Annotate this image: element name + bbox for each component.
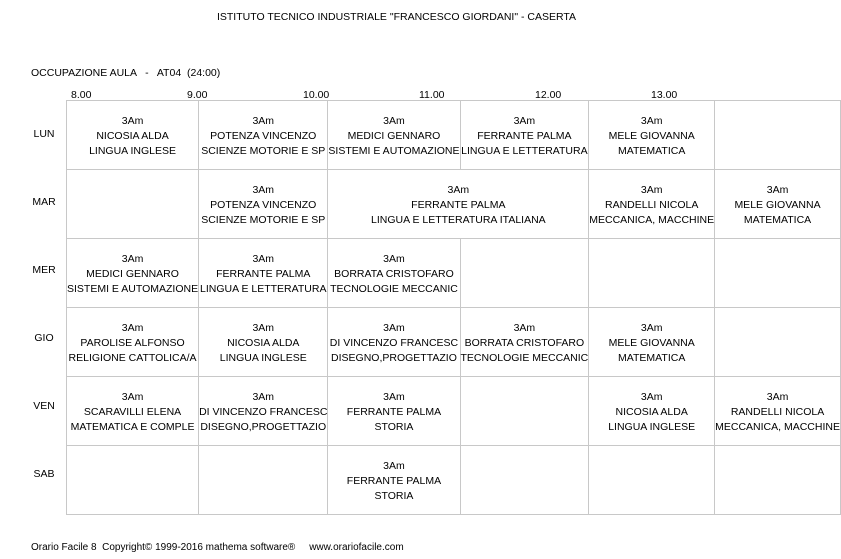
teacher-name: FERRANTE PALMA xyxy=(216,268,311,280)
lesson-cell xyxy=(328,101,460,170)
lesson-cell xyxy=(715,170,841,239)
empty-cell xyxy=(199,446,328,515)
class-label: 3Am xyxy=(640,184,663,196)
empty-cell xyxy=(460,446,589,515)
timetable-row xyxy=(67,239,841,308)
subject-name: MATEMATICA xyxy=(618,352,686,364)
day-label-gio: GIO xyxy=(34,332,54,344)
class-label: 3Am xyxy=(252,253,275,265)
empty-cell xyxy=(715,308,841,377)
timetable-row xyxy=(67,446,841,515)
subject-name: SCIENZE MOTORIE E SP xyxy=(201,214,326,226)
lesson-cell xyxy=(715,377,841,446)
empty-cell xyxy=(715,101,841,170)
empty-cell xyxy=(589,239,715,308)
lesson-cell xyxy=(67,377,199,446)
lesson-cell xyxy=(328,446,460,515)
lesson-cell xyxy=(460,308,589,377)
lesson-cell xyxy=(589,377,715,446)
lesson-cell xyxy=(328,239,460,308)
teacher-name: BORRATA CRISTOFARO xyxy=(464,337,585,349)
day-label-sab: SAB xyxy=(33,468,55,480)
teacher-name: DI VINCENZO FRANCESC xyxy=(329,337,459,349)
hour-label: 13.00 xyxy=(651,89,678,101)
subject-name: MECCANICA, MACCHINE xyxy=(589,214,715,226)
subject-name: LINGUA INGLESE xyxy=(89,145,177,157)
teacher-name: FERRANTE PALMA xyxy=(346,406,442,418)
subject-name: LINGUA E LETTERATURA xyxy=(200,283,327,295)
lesson-cell xyxy=(328,308,460,377)
subject-name: LINGUA INGLESE xyxy=(608,421,696,433)
teacher-name: RANDELLI NICOLA xyxy=(605,199,699,211)
room-occupancy-subtitle: OCCUPAZIONE AULA - AT04 (24:00) xyxy=(31,67,221,79)
footer-copyright: Orario Facile 8 Copyright© 1999-2016 mathema software® www.orariofacile.com xyxy=(31,542,404,553)
teacher-name: MELE GIOVANNA xyxy=(734,199,821,211)
teacher-name: RANDELLI NICOLA xyxy=(730,406,825,418)
empty-cell xyxy=(589,446,715,515)
class-label: 3Am xyxy=(252,184,275,196)
teacher-name: DI VINCENZO FRANCESC xyxy=(199,406,328,418)
class-label: 3Am xyxy=(121,322,144,334)
class-label: 3Am xyxy=(121,115,144,127)
empty-cell xyxy=(460,239,589,308)
timetable-row xyxy=(67,377,841,446)
teacher-name: MEDICI GENNARO xyxy=(347,130,441,142)
subject-name: MATEMATICA E COMPLE xyxy=(70,421,195,433)
subject-name: STORIA xyxy=(374,421,414,433)
subject-name: TECNOLOGIE MECCANIC xyxy=(460,352,589,364)
teacher-name: NICOSIA ALDA xyxy=(227,337,300,349)
empty-cell xyxy=(715,239,841,308)
subject-name: DISEGNO,PROGETTAZIO xyxy=(331,352,457,364)
teacher-name: POTENZA VINCENZO xyxy=(210,130,317,142)
teacher-name: MEDICI GENNARO xyxy=(86,268,179,280)
subject-name: LINGUA INGLESE xyxy=(219,352,307,364)
lesson-cell xyxy=(199,101,328,170)
teacher-name: SCARAVILLI ELENA xyxy=(83,406,182,418)
lesson-cell xyxy=(589,170,715,239)
class-label: 3Am xyxy=(513,322,536,334)
class-label: 3Am xyxy=(383,322,405,334)
day-label-lun: LUN xyxy=(33,128,55,140)
subject-name: MATEMATICA xyxy=(618,145,686,157)
timetable-row xyxy=(67,101,841,170)
timetable-row xyxy=(67,308,841,377)
class-label: 3Am xyxy=(383,253,405,265)
class-label: 3Am xyxy=(766,391,789,403)
lesson-cell xyxy=(199,377,328,446)
subject-name: LINGUA E LETTERATURA ITALIANA xyxy=(371,214,546,226)
teacher-name: MELE GIOVANNA xyxy=(608,130,695,142)
lesson-cell xyxy=(199,239,328,308)
class-label: 3Am xyxy=(121,391,144,403)
class-label: 3Am xyxy=(640,322,663,334)
lesson-cell xyxy=(199,170,328,239)
teacher-name: FERRANTE PALMA xyxy=(411,199,506,211)
empty-cell xyxy=(67,170,199,239)
subject-name: LINGUA E LETTERATURA xyxy=(461,145,588,157)
lesson-cell xyxy=(199,308,328,377)
class-label: 3Am xyxy=(447,184,470,196)
class-label: 3Am xyxy=(252,322,275,334)
subject-name: DISEGNO,PROGETTAZIO xyxy=(200,421,327,433)
empty-cell xyxy=(67,446,199,515)
lesson-cell xyxy=(67,239,199,308)
class-label: 3Am xyxy=(640,391,663,403)
teacher-name: FERRANTE PALMA xyxy=(477,130,572,142)
subject-name: SISTEMI E AUTOMAZIONE xyxy=(328,145,460,157)
lesson-cell xyxy=(328,170,589,239)
class-label: 3Am xyxy=(121,253,144,265)
hour-label: 8.00 xyxy=(71,89,92,101)
subject-name: SCIENZE MOTORIE E SP xyxy=(201,145,326,157)
class-label: 3Am xyxy=(252,391,275,403)
timetable-grid xyxy=(66,100,841,515)
teacher-name: NICOSIA ALDA xyxy=(615,406,688,418)
lesson-cell xyxy=(67,308,199,377)
day-label-ven: VEN xyxy=(33,400,55,412)
teacher-name: MELE GIOVANNA xyxy=(608,337,695,349)
hour-label: 10.00 xyxy=(303,89,330,101)
empty-cell xyxy=(460,377,589,446)
day-label-mar: MAR xyxy=(32,196,56,208)
teacher-name: NICOSIA ALDA xyxy=(96,130,169,142)
subject-name: TECNOLOGIE MECCANIC xyxy=(330,283,458,295)
class-label: 3Am xyxy=(383,460,405,472)
teacher-name: POTENZA VINCENZO xyxy=(210,199,317,211)
hour-label: 9.00 xyxy=(187,89,208,101)
class-label: 3Am xyxy=(766,184,789,196)
teacher-name: FERRANTE PALMA xyxy=(346,475,442,487)
day-label-mer: MER xyxy=(32,264,56,276)
subject-name: STORIA xyxy=(374,490,414,502)
teacher-name: BORRATA CRISTOFARO xyxy=(334,268,454,280)
page-title: ISTITUTO TECNICO INDUSTRIALE "FRANCESCO GIORDANI" - CASERTA xyxy=(216,11,577,23)
subject-name: MECCANICA, MACCHINE xyxy=(715,421,840,433)
subject-name: MATEMATICA xyxy=(743,214,812,226)
class-label: 3Am xyxy=(252,115,275,127)
hour-label: 11.00 xyxy=(419,89,445,101)
class-label: 3Am xyxy=(383,115,405,127)
teacher-name: PAROLISE ALFONSO xyxy=(80,337,185,349)
hour-label: 12.00 xyxy=(535,89,562,101)
lesson-cell xyxy=(589,101,715,170)
lesson-cell xyxy=(67,101,199,170)
lesson-cell xyxy=(328,377,460,446)
lesson-cell xyxy=(460,101,589,170)
class-label: 3Am xyxy=(513,115,536,127)
lesson-cell xyxy=(589,308,715,377)
class-label: 3Am xyxy=(640,115,663,127)
empty-cell xyxy=(715,446,841,515)
subject-name: RELIGIONE CATTOLICA/A xyxy=(68,352,197,364)
class-label: 3Am xyxy=(383,391,405,403)
subject-name: SISTEMI E AUTOMAZIONE xyxy=(67,283,199,295)
timetable-row xyxy=(67,170,841,239)
